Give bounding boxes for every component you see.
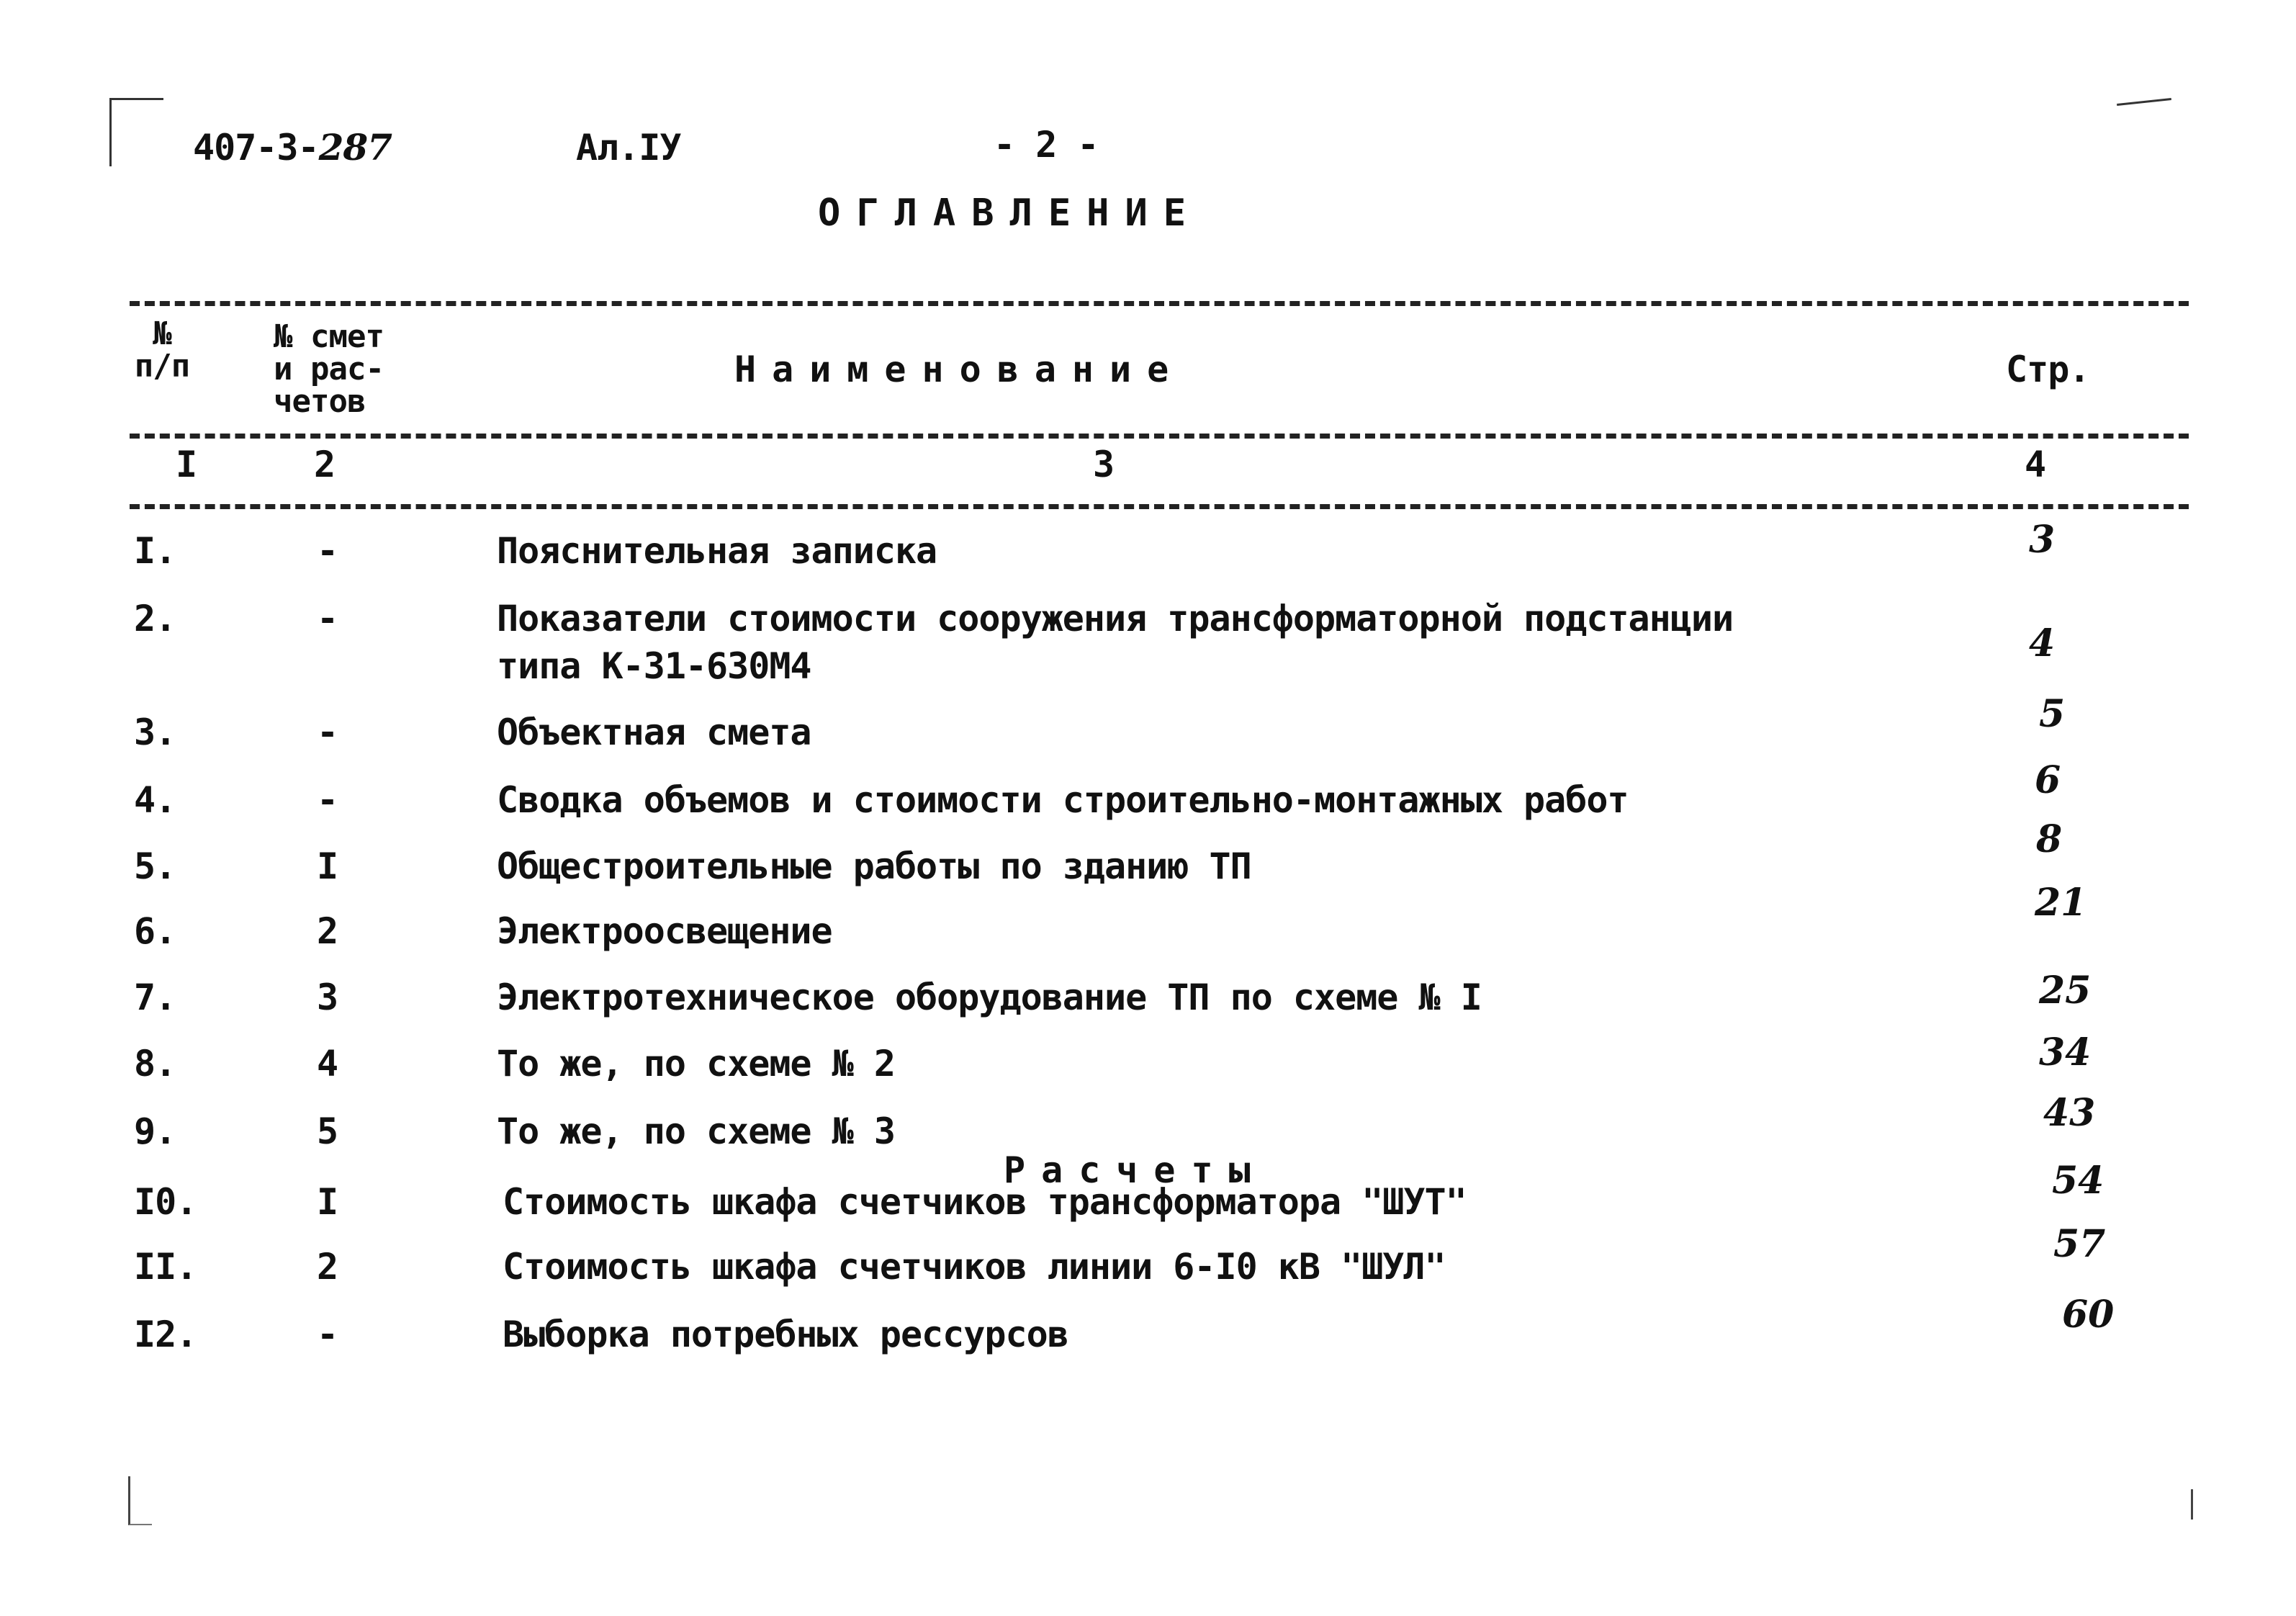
col1-header	[130, 315, 194, 385]
col1-header-line2: п/п	[134, 347, 190, 385]
row-12-estimate: -	[317, 1314, 338, 1355]
doc-code	[193, 126, 392, 169]
row-9-estimate: 5	[317, 1110, 338, 1152]
row-5-estimate: I	[317, 845, 338, 887]
row-11-page: 57	[2053, 1222, 2106, 1266]
row-11-name: Стоимость шкафа счетчиков линии 6-I0 кВ "ШУЛ"	[503, 1246, 1446, 1288]
col2-header-line2: и рас-	[274, 350, 384, 387]
row-10-name: Стоимость шкафа счетчиков трансформатора "ШУТ"	[503, 1181, 1467, 1223]
row-2-page: 4	[2029, 621, 2056, 665]
row-3-page: 5	[2039, 692, 2066, 736]
row-5-num: 5.	[134, 845, 176, 887]
page-number: - 2 -	[994, 124, 1099, 166]
row-6-name: Электроосвещение	[497, 910, 832, 952]
corner-mark-bottom-left	[128, 1476, 152, 1525]
album-label: Ал.IУ	[576, 127, 681, 169]
row-6-estimate: 2	[317, 910, 338, 952]
page-title: ОГЛАВЛЕНИЕ	[818, 192, 1202, 235]
row-5-page: 8	[2036, 817, 2063, 861]
row-4-num: 4.	[134, 779, 176, 821]
col-number-4: 4	[2025, 444, 2046, 485]
row-3-name: Объектная смета	[497, 712, 811, 753]
row-1-name: Пояснительная записка	[497, 530, 937, 572]
table-top-rule	[130, 301, 2189, 306]
row-11-estimate: 2	[317, 1246, 338, 1288]
row-4-page: 6	[2035, 758, 2061, 802]
table-header-rule	[130, 434, 2189, 439]
row-8-page: 34	[2039, 1031, 2092, 1074]
row-4-name: Сводка объемов и стоимости строительно-монтажных работ	[497, 779, 1629, 821]
row-1-estimate: -	[317, 530, 338, 572]
row-11-num: II.	[134, 1246, 197, 1288]
section-calculations-heading: Расчеты	[1004, 1149, 1266, 1191]
row-7-estimate: 3	[317, 977, 338, 1018]
col2-header-line3: четов	[274, 382, 366, 420]
row-12-num: I2.	[134, 1314, 197, 1355]
row-10-num: I0.	[134, 1181, 197, 1223]
doc-code-handwritten: 287	[318, 126, 392, 169]
row-1-num: I.	[134, 530, 176, 572]
row-6-num: 6.	[134, 910, 176, 952]
col-number-3: 3	[1093, 444, 1115, 485]
row-8-name: То же, по схеме № 2	[497, 1043, 895, 1085]
row-10-estimate: I	[317, 1181, 338, 1223]
col4-header: Стр.	[2006, 349, 2090, 390]
row-4-estimate: -	[317, 779, 338, 821]
col2-header	[274, 318, 384, 420]
row-3-estimate: -	[317, 712, 338, 753]
row-9-page: 43	[2043, 1091, 2096, 1135]
col-number-2: 2	[314, 444, 336, 485]
row-6-page: 21	[2035, 881, 2087, 925]
row-7-num: 7.	[134, 977, 176, 1018]
col1-header-line1: №	[153, 315, 171, 352]
row-8-estimate: 4	[317, 1043, 338, 1085]
row-1-page: 3	[2029, 518, 2056, 562]
row-12-page: 60	[2062, 1293, 2115, 1337]
row-12-name: Выборка потребных рессурсов	[503, 1314, 1068, 1355]
row-5-name: Общестроительные работы по зданию ТП	[497, 845, 1251, 887]
corner-mark-top-left	[109, 98, 163, 166]
row-9-num: 9.	[134, 1110, 176, 1152]
row-9-name: То же, по схеме № 3	[497, 1110, 895, 1152]
row-2-num: 2.	[134, 598, 176, 639]
doc-code-printed: 407-3-	[193, 127, 319, 169]
row-2-estimate: -	[317, 598, 338, 639]
row-8-num: 8.	[134, 1043, 176, 1085]
col-number-1: I	[176, 444, 197, 485]
col2-header-line1: № смет	[274, 318, 384, 355]
row-7-page: 25	[2039, 969, 2092, 1013]
row-2-name: Показатели стоимости сооружения трансформаторной подстанции	[497, 598, 1734, 639]
row-10-page: 54	[2052, 1159, 2104, 1203]
row-7-name: Электротехническое оборудование ТП по схеме № I	[497, 977, 1482, 1018]
row-3-num: 3.	[134, 712, 176, 753]
row-2-name-line2: типа К-31-630М4	[497, 645, 811, 687]
corner-mark-top-right	[2117, 98, 2171, 106]
corner-mark-bottom-right	[2191, 1489, 2193, 1520]
col3-header: Наименование	[734, 349, 1185, 390]
table-numbers-rule	[130, 504, 2189, 509]
